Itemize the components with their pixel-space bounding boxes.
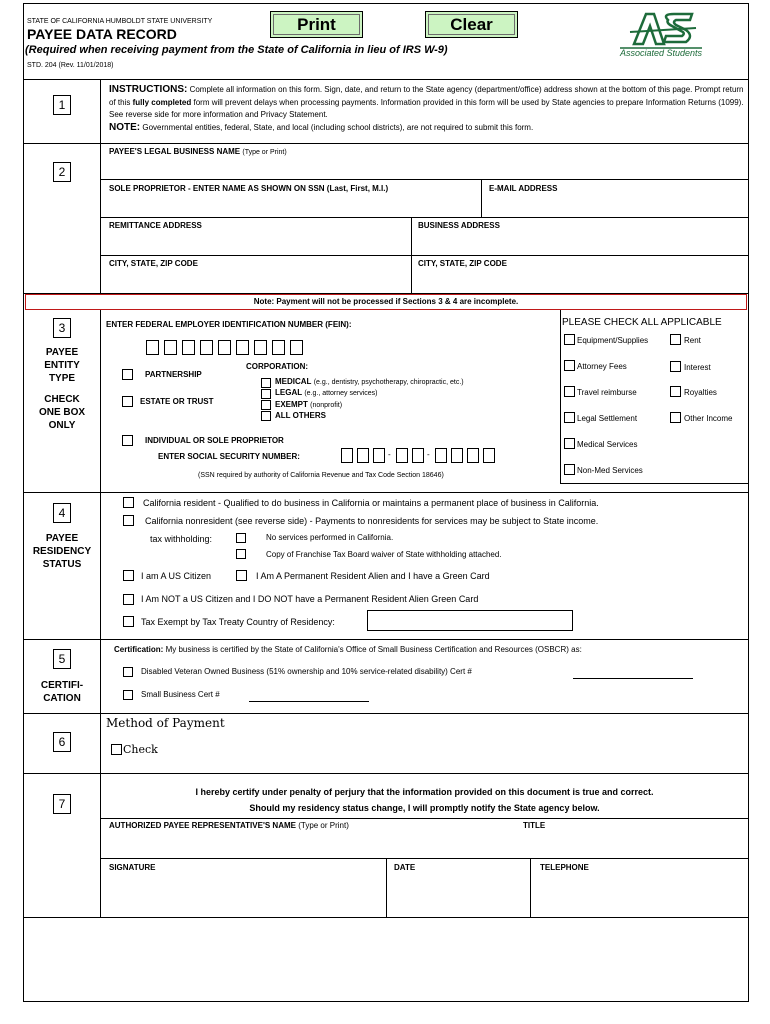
not-citizen-label: I Am NOT a US Citizen and I DO NOT have a Permanent Resident Alien Green Card — [141, 594, 479, 604]
not-citizen-checkbox[interactable] — [123, 594, 134, 605]
other-income-checkbox[interactable] — [670, 412, 681, 423]
payment-check-checkbox[interactable] — [111, 744, 122, 755]
print-button[interactable]: Print — [270, 11, 363, 38]
individual-checkbox[interactable] — [122, 435, 133, 446]
individual-label: INDIVIDUAL OR SOLE PROPRIETOR — [145, 436, 284, 445]
certify-statement: I hereby certify under penalty of perjury that the information provided on this document is true and correct. Should my residency status change, I will promptly notify the State agency below. — [195, 787, 654, 813]
no-services-checkbox[interactable] — [236, 533, 246, 543]
form-title: PAYEE DATA RECORD — [27, 26, 177, 42]
small-business-label: Small Business Cert # — [141, 690, 220, 699]
travel-reimburse-label: Travel reimburse — [577, 388, 637, 397]
ca-nonresident-label: California nonresident (see reverse side) - Payments to nonresidents for services may be subject to State income. — [145, 516, 599, 526]
exempt-checkbox[interactable] — [261, 400, 271, 410]
rent-label: Rent — [684, 336, 701, 345]
exempt-label: EXEMPT (nonprofit) — [275, 400, 343, 409]
dvbe-checkbox[interactable] — [123, 667, 133, 677]
royalties-label: Royalties — [684, 388, 717, 397]
city-state-zip-left-label: CITY, STATE, ZIP CODE — [109, 259, 198, 268]
instructions-text: INSTRUCTIONS: Complete all information on this form. Sign, date, and return to the State agency (department/office) address shown at the bottom of this page. Prompt return of this fully completed form will prevent delays when processing payments. Information provided in this form will be used by State agencies to prepare Information Returns (1099). See reverse side for more information and Privacy Statement. NOTE: Governmental entities, federal, State, and local (including school districts), are not required to submit this form. — [109, 84, 744, 133]
attorney-fees-label: Attorney Fees — [577, 362, 627, 371]
residency-side-label: PAYEE RESIDENCY STATUS — [32, 533, 92, 570]
date-label: DATE — [394, 863, 416, 872]
interest-checkbox[interactable] — [670, 361, 681, 372]
small-business-checkbox[interactable] — [123, 690, 133, 700]
corporation-label: CORPORATION: — [246, 362, 309, 371]
non-med-services-checkbox[interactable] — [564, 464, 575, 475]
partnership-checkbox[interactable] — [122, 369, 133, 380]
signature-label: SIGNATURE — [109, 863, 156, 872]
tax-treaty-label: Tax Exempt by Tax Treaty Country of Residency: — [141, 617, 335, 627]
partnership-label: PARTNERSHIP — [145, 370, 202, 379]
dvbe-label: Disabled Veteran Owned Business (51% ownership and 10% service-related disability) Cert # — [141, 667, 472, 676]
non-med-services-label: Non-Med Services — [577, 466, 643, 475]
incomplete-warning-note: Note: Payment will not be processed if Sections 3 & 4 are incomplete. — [25, 294, 747, 310]
legal-settlement-label: Legal Settlement — [577, 414, 638, 423]
ssn-label: ENTER SOCIAL SECURITY NUMBER: — [158, 452, 300, 461]
section-6-number: 6 — [53, 732, 71, 752]
country-of-residency-input[interactable] — [367, 610, 573, 631]
us-citizen-checkbox[interactable] — [123, 570, 134, 581]
no-services-label: No services performed in California. — [266, 533, 394, 542]
rep-name-label: AUTHORIZED PAYEE REPRESENTATIVE'S NAME (Type or Print) — [109, 821, 349, 830]
interest-label: Interest — [684, 363, 711, 372]
rent-checkbox[interactable] — [670, 334, 681, 345]
clear-button[interactable]: Clear — [425, 11, 518, 38]
section-5-number: 5 — [53, 649, 71, 669]
medical-services-label: Medical Services — [577, 440, 638, 449]
equipment-supplies-label: Equipment/Supplies — [577, 336, 649, 345]
legal-checkbox[interactable] — [261, 389, 271, 399]
ca-resident-checkbox[interactable] — [123, 497, 134, 508]
all-others-label: ALL OTHERS — [275, 411, 326, 420]
title-label: TITLE — [523, 821, 546, 830]
certification-text: Certification: My business is certified by the State of California's Office of Small Business Certification and Resources (OSBCR) as: — [114, 645, 582, 654]
entity-type-side-label: PAYEE ENTITY TYPE CHECK ONE BOX ONLY — [38, 347, 86, 431]
telephone-label: TELEPHONE — [540, 863, 589, 872]
legal-label: LEGAL (e.g., attorney services) — [275, 388, 378, 397]
estate-trust-checkbox[interactable] — [122, 396, 133, 407]
other-income-label: Other Income — [684, 414, 733, 423]
ssn-note: (SSN required by authority of California Revenue and Tax Code Section 18646) — [198, 472, 444, 479]
business-address-label: BUSINESS ADDRESS — [418, 221, 500, 230]
payment-check-label: Check — [123, 743, 158, 756]
legal-name-label: PAYEE'S LEGAL BUSINESS NAME (Type or Print) — [109, 147, 287, 156]
travel-reimburse-checkbox[interactable] — [564, 386, 575, 397]
permanent-resident-label: I Am A Permanent Resident Alien and I have a Green Card — [256, 571, 490, 581]
sole-proprietor-label: SOLE PROPRIETOR - ENTER NAME AS SHOWN ON SSN (Last, First, M.I.) — [109, 184, 389, 193]
tax-treaty-checkbox[interactable] — [123, 616, 134, 627]
medical-label: MEDICAL (e.g., dentistry, psychotherapy, chiropractic, etc.) — [275, 377, 464, 386]
medical-services-checkbox[interactable] — [564, 438, 575, 449]
form-subtitle: (Required when receiving payment from the State of California in lieu of IRS W-9) — [25, 44, 448, 56]
small-business-cert-input[interactable] — [249, 692, 369, 702]
ftb-waiver-label: Copy of Franchise Tax Board waiver of State withholding attached. — [266, 550, 502, 559]
legal-settlement-checkbox[interactable] — [564, 412, 575, 423]
associated-students-logo — [612, 8, 708, 62]
all-others-checkbox[interactable] — [261, 411, 271, 421]
city-state-zip-right-label: CITY, STATE, ZIP CODE — [418, 259, 507, 268]
medical-checkbox[interactable] — [261, 378, 271, 388]
section-3-number: 3 — [53, 318, 71, 338]
ca-resident-label: California resident - Qualified to do business in California or maintains a permanent place of business in California. — [143, 498, 599, 508]
permanent-resident-checkbox[interactable] — [236, 570, 247, 581]
email-label: E-MAIL ADDRESS — [489, 184, 558, 193]
section-7-number: 7 — [53, 794, 71, 814]
fein-label: ENTER FEDERAL EMPLOYER IDENTIFICATION NUMBER (FEIN): — [106, 320, 352, 329]
section-4-number: 4 — [53, 503, 71, 523]
section-1-number: 1 — [53, 95, 71, 115]
remittance-address-label: REMITTANCE ADDRESS — [109, 221, 202, 230]
check-all-title: PLEASE CHECK ALL APPLICABLE — [562, 317, 722, 328]
ftb-waiver-checkbox[interactable] — [236, 549, 246, 559]
section-2-number: 2 — [53, 162, 71, 182]
logo-text: Associated Students — [619, 48, 703, 58]
agency-line: STATE OF CALIFORNIA HUMBOLDT STATE UNIVERSITY — [27, 18, 213, 25]
form-number: STD. 204 (Rev. 11/01/2018) — [27, 62, 114, 69]
method-of-payment-label: Method of Payment — [106, 716, 225, 730]
attorney-fees-checkbox[interactable] — [564, 360, 575, 371]
dvbe-cert-input[interactable] — [573, 669, 693, 679]
certification-side-label: CERTIFI- CATION — [40, 680, 84, 704]
estate-trust-label: ESTATE OR TRUST — [140, 397, 214, 406]
equipment-supplies-checkbox[interactable] — [564, 334, 575, 345]
royalties-checkbox[interactable] — [670, 386, 681, 397]
us-citizen-label: I am A US Citizen — [141, 571, 212, 581]
ca-nonresident-checkbox[interactable] — [123, 515, 134, 526]
tax-withholding-label: tax withholding: — [150, 534, 213, 544]
